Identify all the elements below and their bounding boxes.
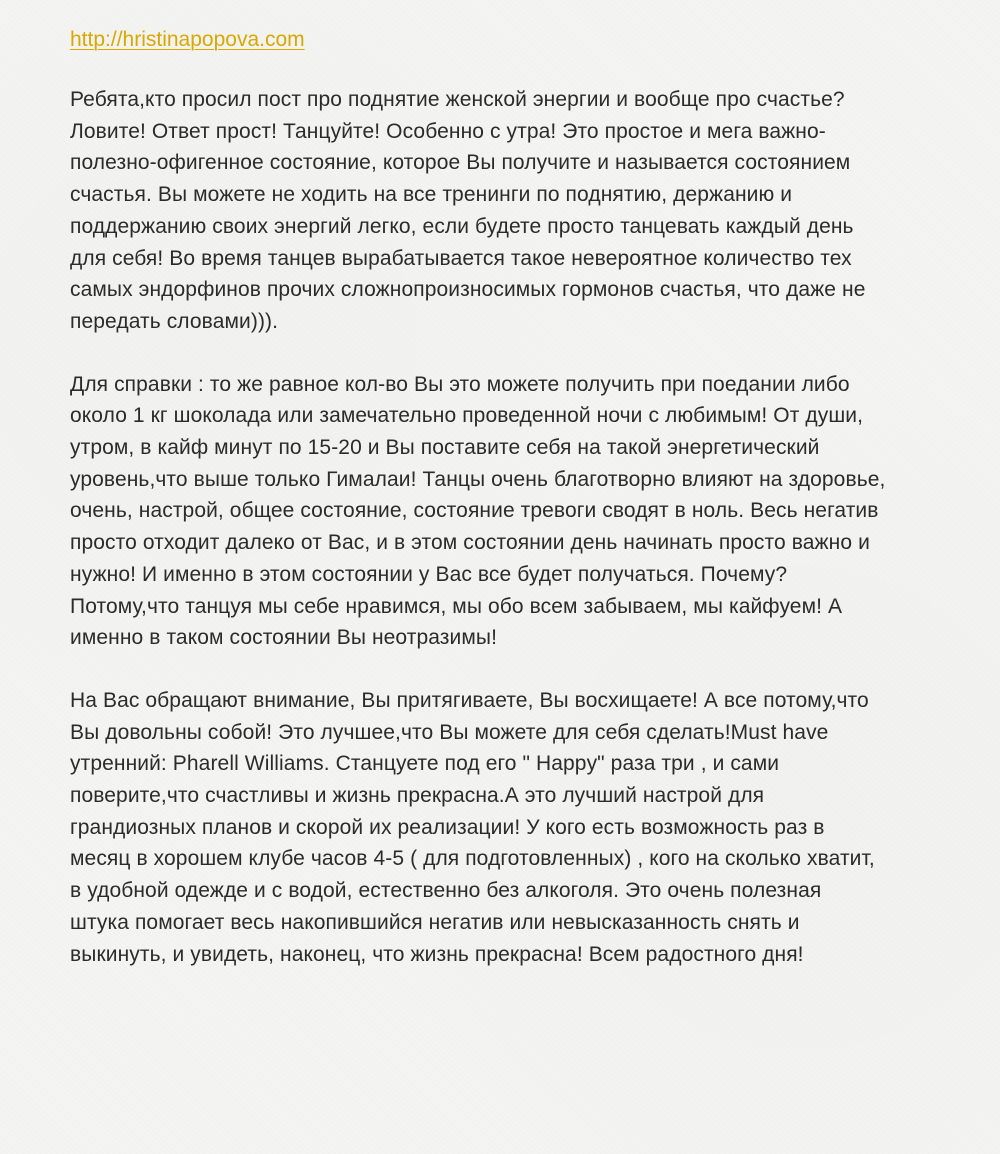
paragraph-3: На Вас обращают внимание, Вы притягиваете, Вы восхищаете! А все потому,что Вы довольны собой! Это лучшее,что Вы можете для себя сделать!Must have утренний: Pharell Williams. Станцуете под его " Happy" раза три , и сами поверите,что счастливы и жизнь прекрасна.А это лучший настрой для грандиозных планов и скорой их реализации! У кого есть возможность раз в месяц в хорошем клубе часов 4-5 ( для подготовленных) , кого на сколько хватит, в удобной одежде и с водой, естественно без алкоголя. Это очень полезная штука помогает весь накопившийся негатив или невысказанность снять и выкинуть, и увидеть, наконец, что жизнь прекрасна! Всем радостного дня! <box>70 688 875 966</box>
paragraph-2: Для справки : то же равное кол-во Вы это можете получить при поедании либо около 1 кг шоколада или замечательно проведенной ночи с любимым! От души, утром, в кайф минут по 15-20 и Вы поставите себя на такой энергетический уровень,что выше только Гималаи! Танцы очень благотворно влияют на здоровье, очень, настрой, общее состояние, состояние тревоги сводят в ноль. Весь негатив просто отходит далеко от Вас, и в этом состоянии день начинать просто важно и нужно! И именно в этом состоянии у Вас все будет получаться. Почему? Потому,что танцуя мы себе нравимся, мы обо всем забываем, мы кайфуем! А именно в таком состоянии Вы неотразимы! <box>70 372 886 650</box>
website-link[interactable]: http://hristinapopova.com <box>70 28 305 51</box>
paragraph-1: Ребята,кто просил пост про поднятие женской энергии и вообще про счастье? Ловите! Ответ прост! Танцуйте! Особенно с утра! Это простое и мега важно- полезно-офигенное состояние, которое Вы получите и называется состоянием счастья. Вы можете не ходить на все тренинги по поднятию, держанию и поддержанию своих энергий легко, если будете просто танцевать каждый день для себя! Во время танцев вырабатывается такое невероятное количество тех самых эндорфинов прочих сложнопроизносимых гормонов счастья, что даже не передать словами))). <box>70 88 866 333</box>
